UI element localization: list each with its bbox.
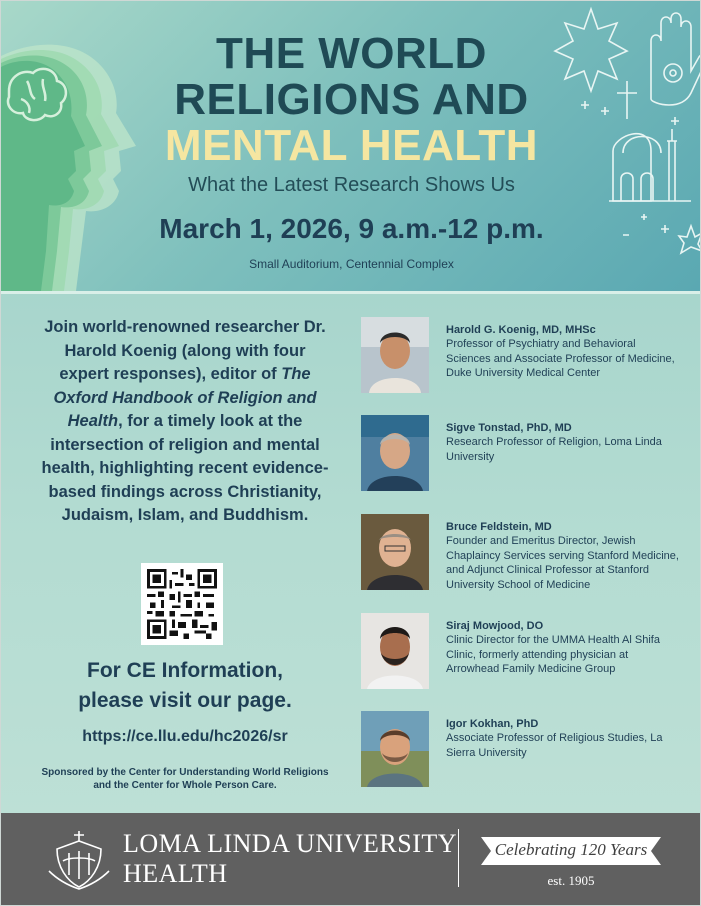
qr-code-icon[interactable] [141,563,223,645]
anniversary-text: Celebrating 120 Years [494,840,648,859]
speaker-title: Associate Professor of Religious Studies, La Sierra University [446,732,663,759]
speaker-title: Professor of Psychiatry and Behavioral Sciences and Associate Professor of Medicine, Duke University Medical Center [446,338,675,379]
footer-divider [458,829,459,887]
speaker-card [361,317,681,397]
speaker-title: Clinic Director for the UMMA Health Al Shifa Clinic, formerly attending physician at Arrowhead Family Medicine Group [446,634,660,675]
book-title: The Oxford Handbook of Religion and Health [53,365,317,430]
header-divider [1,291,701,294]
ce-line-2: please visit our page. [78,689,292,712]
brand-line-1: LOMA LINDA UNIVERSITY [123,829,458,858]
speaker-name: Bruce Feldstein, MD [446,521,552,533]
speaker-name: Harold G. Koenig, MD, MHSc [446,324,596,336]
intro-paragraph [39,316,331,528]
subtitle: What the Latest Research Shows Us [188,174,515,196]
speaker-card [361,711,681,791]
sponsor-note: Sponsored by the Center for Understanding World Religions and the Center for Whole Person Care. [41,767,329,791]
event-location: Small Auditorium, Centennial Complex [249,257,454,271]
title-line-1: THE WORLD [216,29,487,78]
speaker-photo [361,613,429,689]
title-line-2: RELIGIONS AND [174,75,529,124]
ce-line-1: For CE Information, [87,659,283,682]
speaker-card [361,415,681,495]
speaker-photo [361,415,429,491]
speaker-card [361,613,681,693]
speaker-title: Founder and Emeritus Director, Jewish Chaplaincy Services serving Stanford Medicine, and Adjunct Clinical Professor at Stanford University School of Medicine [446,535,679,591]
brand-line-2: HEALTH [123,859,228,888]
ce-url-link[interactable]: https://ce.llu.edu/hc2026/sr [82,728,288,745]
speaker-name: Sigve Tonstad, PhD, MD [446,422,572,434]
established-text: est. 1905 [547,873,595,888]
speaker-name: Igor Kokhan, PhD [446,718,539,730]
speaker-name: Siraj Mowjood, DO [446,620,544,632]
ce-info [39,656,331,716]
speaker-card [361,514,681,594]
speaker-title: Research Professor of Religion, Loma Linda University [446,436,662,463]
speaker-photo [361,514,429,590]
footer-band [1,813,701,906]
speaker-photo [361,711,429,787]
university-seal-icon [47,827,111,891]
title-line-3: MENTAL HEALTH [164,121,539,170]
intro-text-1: Join world-renowned researcher Dr. Harold Koenig (along with four expert responses), editor of [44,318,326,383]
speaker-photo [361,317,429,393]
intro-text-2: , for a timely look at the intersection of religion and mental health, highlighting recent evidence-based findings across Christianity, Judaism, Islam, and Buddhism. [41,412,329,524]
event-date: March 1, 2026, 9 a.m.-12 p.m. [159,213,544,244]
